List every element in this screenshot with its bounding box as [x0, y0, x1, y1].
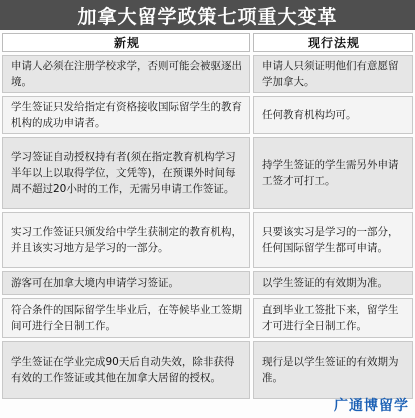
new-rule-cell: 学生签证只发给指定有资格接收国际留学生的教育机构的成功申请者。	[2, 96, 250, 134]
table-row	[2, 341, 413, 399]
new-rule-cell: 学习签证自动授权持有者(须在指定教育机构学习半年以上以取得学位，文凭等)，在预课外时间每周不超过20小时的工作，无需另申请工作签证。	[2, 137, 250, 209]
current-rule-cell: 任何教育机构均可。	[253, 96, 413, 134]
table-row	[2, 96, 413, 134]
current-rule-cell: 只要该实习是学习的一部分，任何国际留学生都可申请。	[253, 212, 413, 268]
current-rule-cell: 持学生签证的学生需另外申请工签才可打工。	[253, 137, 413, 209]
table-row	[2, 298, 413, 338]
page-title: 加拿大留学政策七项重大变革	[0, 0, 415, 30]
current-rule-cell: 现行是以学生签证的有效期为准。	[253, 341, 413, 399]
new-rule-cell: 申请人必须在注册学校求学，否则可能会被驱逐出境。	[2, 55, 250, 93]
current-rule-cell: 直到毕业工签批下来，留学生才可进行全日制工作。	[253, 298, 413, 338]
table-header	[2, 33, 413, 52]
new-rule-cell: 实习工作签证只颁发给中学生获制定的教育机构，并且该实习地方是学习的一部分。	[2, 212, 250, 268]
table-row	[2, 137, 413, 209]
table-row	[2, 212, 413, 268]
brand-logo-text: 广通博留学	[334, 398, 409, 414]
current-rule-cell: 以学生签证的有效期为准。	[253, 271, 413, 295]
comparison-table	[2, 33, 413, 402]
header-current-rules: 现行法规	[253, 33, 413, 52]
current-rule-cell: 申请人只须证明他们有意愿留学加拿大。	[253, 55, 413, 93]
table-row	[2, 271, 413, 295]
new-rule-cell: 游客可在加拿大境内申请学习签证。	[2, 271, 250, 295]
table-row	[2, 55, 413, 93]
header-new-rules: 新规	[2, 33, 250, 52]
new-rule-cell: 符合条件的国际留学生毕业后，在等候毕业工签期间可进行全日制工作。	[2, 298, 250, 338]
new-rule-cell: 学生签证在学业完成90天后自动失效，除非获得有效的工作签证或其他在加拿大居留的授权。	[2, 341, 250, 399]
